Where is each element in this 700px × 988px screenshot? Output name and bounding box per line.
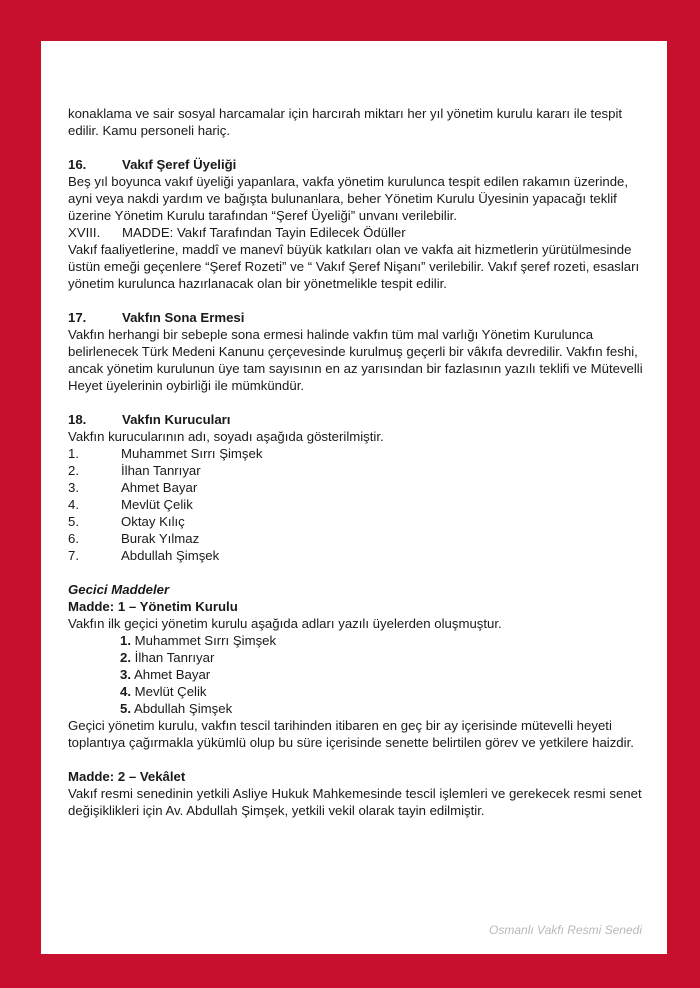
list-item-number: 3. xyxy=(68,480,79,495)
section-17-body: Vakfın herhangi bir sebeple sona ermesi halinde vakfın tüm mal varlığı Yönetim Kurulunca belirlenecek Türk Medeni Kanunu çerçevesinde kurulmuş geçerli bir vâkıfa devredilir. Vakfın feshi, ancak yönetim kurulunun üye tam sayısının en az yarısından bir fazlasının yazılı teklifi ve Mütevelli Heyet üyelerinin oybirliği ile mümkündür. xyxy=(68,327,643,393)
list-item-number: 2. xyxy=(120,650,131,665)
madde-1-heading: Madde: 1 – Yönetim Kurulu xyxy=(68,599,238,614)
list-item-number: 2. xyxy=(68,463,79,478)
list-item xyxy=(68,445,648,462)
gecici-maddeler-heading: Gecici Maddeler xyxy=(68,582,170,597)
section-16-number: 16. xyxy=(68,157,87,172)
list-item-name: Burak Yılmaz xyxy=(121,531,200,546)
section-16-title: Vakıf Şeref Üyeliği xyxy=(122,157,237,172)
list-item-name: Mevlüt Çelik xyxy=(134,684,207,699)
list-item xyxy=(120,700,648,717)
madde-1-body: Geçici yönetim kurulu, vakfın tescil tarihinden itibaren en geç bir ay içerisinde mütevelli heyeti toplantıya çağırmakla yükümlü olup bu süre içerisinde senette belirtilen görev ve yetkilere haizdir. xyxy=(68,718,634,750)
list-item xyxy=(120,666,648,683)
list-item xyxy=(68,547,648,564)
founders-list xyxy=(68,445,648,564)
document-body xyxy=(68,105,648,819)
section-18-title: Vakfın Kurucuları xyxy=(122,412,231,427)
list-item-name: İlhan Tanrıyar xyxy=(121,463,201,478)
madde-18-body: Vakıf faaliyetlerine, maddî ve manevî büyük katkıları olan ve vakfa ait hizmetlerin yürütülmesinde üstün emeği geçenlere “Şeref Rozeti” ve “ Vakıf Şeref Nişanı” verilebilir. Vakıf şeref rozeti, esasları yönetim kurulunca hazırlanacak olan bir yönetmelikle tespit edilir. xyxy=(68,242,640,291)
intro-paragraph: konaklama ve sair sosyal harcamalar için harcırah miktarı her yıl yönetim kurulu kararı ile tespit edilir. Kamu personeli hariç. xyxy=(68,106,623,138)
list-item-name: Ahmet Bayar xyxy=(133,667,211,682)
list-item xyxy=(68,513,648,530)
list-item-name: Muhammet Sırrı Şimşek xyxy=(121,446,263,461)
section-18-heading xyxy=(68,411,648,428)
list-item-number: 3. xyxy=(120,667,131,682)
madde-18-number: XVIII. xyxy=(68,225,101,240)
list-item-name: İlhan Tanrıyar xyxy=(134,650,215,665)
list-item-name: Abdullah Şimşek xyxy=(121,548,220,563)
list-item xyxy=(68,462,648,479)
list-item-name: Ahmet Bayar xyxy=(121,480,198,495)
list-item-name: Muhammet Sırrı Şimşek xyxy=(134,633,277,648)
list-item-number: 5. xyxy=(68,514,79,529)
list-item-number: 6. xyxy=(68,531,79,546)
section-17-heading xyxy=(68,309,648,326)
madde-1-intro: Vakfın ilk geçici yönetim kurulu aşağıda adları yazılı üyelerden oluşmuştur. xyxy=(68,616,502,631)
list-item-number: 4. xyxy=(120,684,131,699)
page-footer: Osmanlı Vakfı Resmi Senedi xyxy=(489,923,642,937)
section-18-intro: Vakfın kurucularının adı, soyadı aşağıda gösterilmiştir. xyxy=(68,429,384,444)
section-17-number: 17. xyxy=(68,310,87,325)
list-item-number: 5. xyxy=(120,701,131,716)
madde-2-heading: Madde: 2 – Vekâlet xyxy=(68,769,186,784)
list-item-number: 4. xyxy=(68,497,79,512)
list-item xyxy=(120,649,648,666)
list-item-number: 1. xyxy=(68,446,79,461)
list-item xyxy=(68,479,648,496)
document-page xyxy=(41,41,667,954)
section-16-body: Beş yıl boyunca vakıf üyeliği yapanlara, vakfa yönetim kurulunca tespit edilen rakamın üzerinde, ayni veya nakdi yardım ve bağışta bulunanlara, beher Yönetim Kurulu Üyesinin yapacağı teklif üzerine Yönetim Kurulu tarafından “Şeref Üyeliği” unvanı verilebilir. xyxy=(68,174,629,223)
list-item-name: Abdullah Şimşek xyxy=(133,701,233,716)
madde-18-heading xyxy=(68,224,648,241)
list-item-name: Mevlüt Çelik xyxy=(121,497,193,512)
list-item-number: 7. xyxy=(68,548,79,563)
list-item xyxy=(68,496,648,513)
list-item xyxy=(68,530,648,547)
list-item xyxy=(120,683,648,700)
board-members-list xyxy=(68,632,648,717)
list-item xyxy=(120,632,648,649)
list-item-number: 1. xyxy=(120,633,131,648)
madde-2-body: Vakıf resmi senedinin yetkili Asliye Hukuk Mahkemesinde tescil işlemleri ve gerekecek resmi senet değişiklikleri için Av. Abdullah Şimşek, yetkili vekil olarak tayin edilmiştir. xyxy=(68,786,642,818)
madde-18-title: MADDE: Vakıf Tarafından Tayin Edilecek Ödüller xyxy=(122,225,406,240)
section-16-heading xyxy=(68,156,648,173)
section-17-title: Vakfın Sona Ermesi xyxy=(122,310,245,325)
list-item-name: Oktay Kılıç xyxy=(121,514,185,529)
section-18-number: 18. xyxy=(68,412,87,427)
